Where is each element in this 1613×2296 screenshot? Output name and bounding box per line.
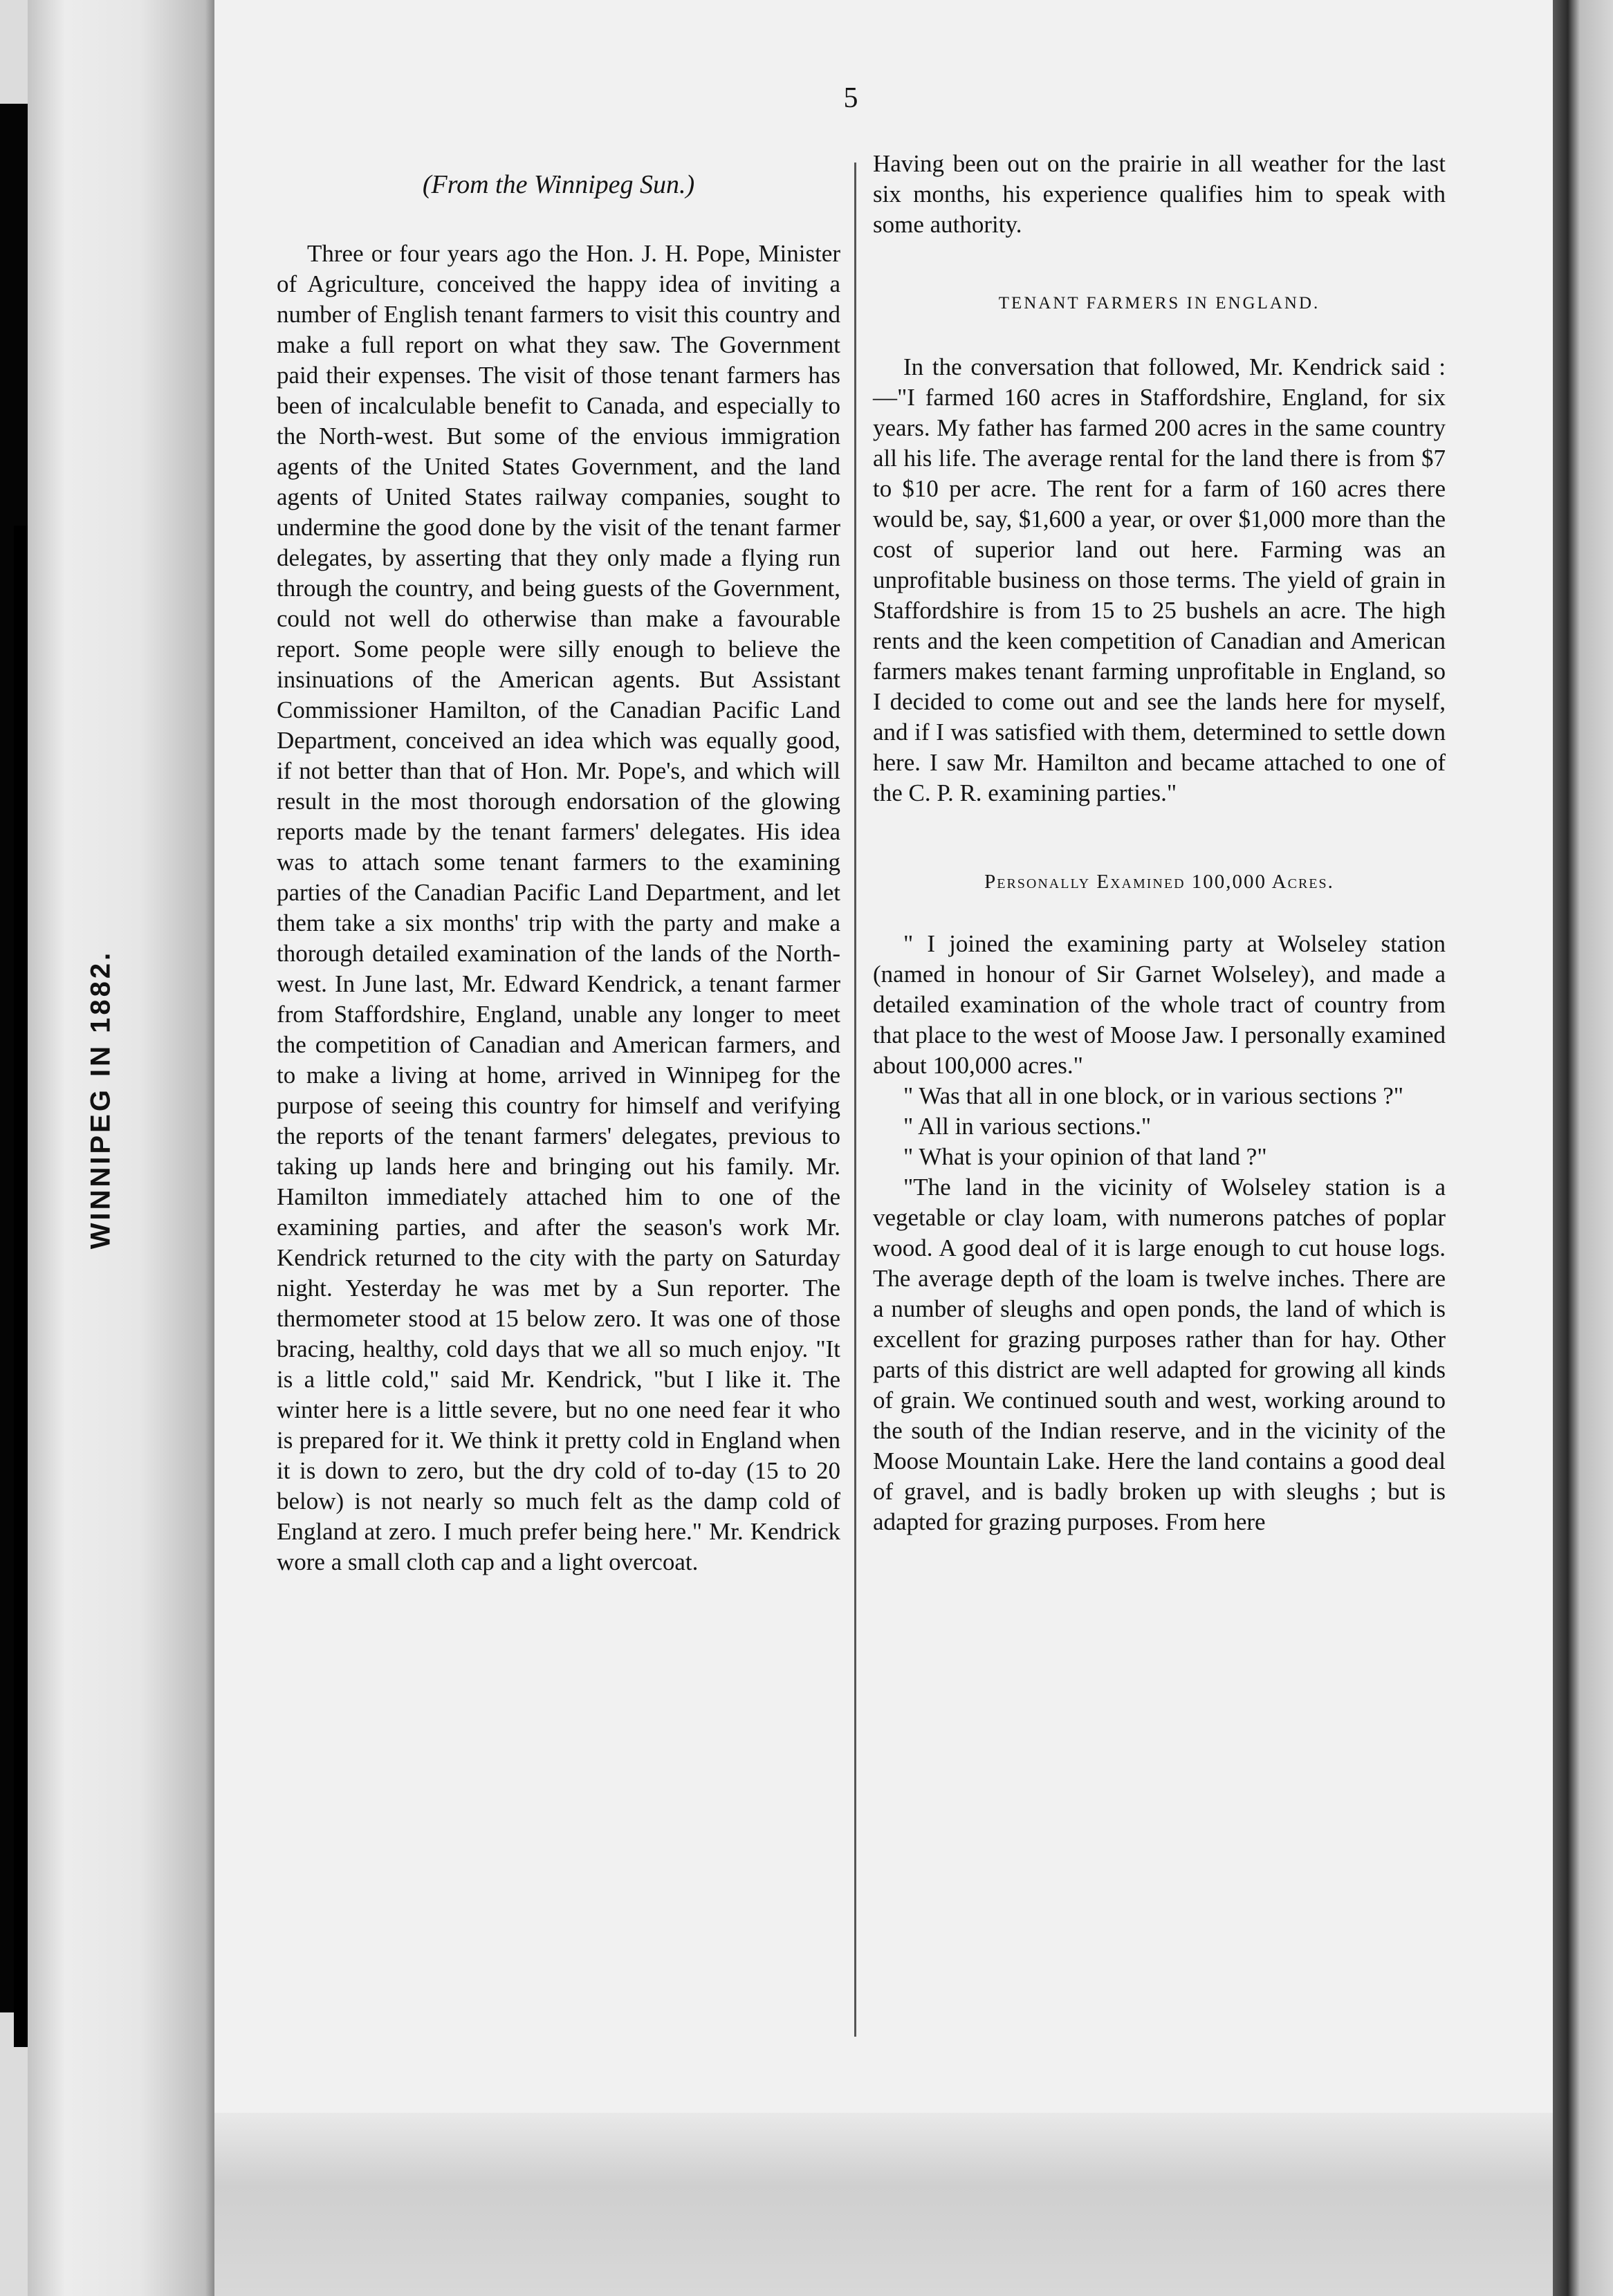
article-paragraph: Three or four years ago the Hon. J. H. Pope, Minister of Agriculture, conceived the happy idea of inviting a number of English tenant farmers to visit this country and make a full report on what they saw. The Government paid their expenses. The visit of those tenant farmers has been of incalculable benefit to Canada, and especially to the North-west. But some of the envious immigration agents of the United States Government, and the land agents of United States railway companies, sought to undermine the good done by the visit of the tenant farmer delegates, by asserting that they only made a flying run through the country, and being guests of the Government, could not well do otherwise than make a favourable report. Some people were silly enough to believe the insinuations of the American agents. But Assistant Commissioner Hamilton, of the Canadian Pacific Land Department, conceived an idea which was equally good, if not better than that of Hon. Mr. Pope's, and which will result in the most thorough endorsation of the glowing reports made by the tenant farmers' delegates. His idea was to attach some tenant farmers to the examining parties of the Canadian Pacific Land Department, and let them take a six months' trip with the party and make a thorough detailed examination of the lands of the North-west. In June last, Mr. Edward Kendrick, a tenant farmer from Staffordshire, England, unable any longer to meet the competition of Canadian and American farmers, and to make a living at home, arrived in Winnipeg for the purpose of seeing this country for himself and verifying the reports of the tenant farmers' delegates, previous to taking up lands here and bringing out his family. Mr. Hamilton immediately attached him to one of the examining parties, and after the season's work Mr. Kendrick returned to the city with the party on Saturday night. Yesterday he was met by a Sun reporter. The thermometer stood at 15 below zero. It was one of those bracing, healthy, cold days that we all so much enjoy. "It is a little cold," said Mr. Kendrick, "but I like it. The winter here is a little severe, but no one need fear it who is prepared for it. We think it pretty cold in England when it is down to zero, but the dry cold of to-day (15 to 20 below) is not nearly so much felt as the damp cold of England at zero. I much prefer being here." Mr. Kendrick wore a small cloth cap and a light overcoat. bbox=[277, 240, 840, 1575]
section-heading: Personally Examined 100,000 Acres. bbox=[984, 871, 1334, 893]
page-number: 5 bbox=[843, 82, 858, 114]
page-right-edge bbox=[1553, 0, 1613, 2296]
spine-label-text: WINNIPEG IN 1882. bbox=[85, 950, 116, 1250]
source-attribution: (From the Winnipeg Sun.) bbox=[422, 170, 695, 199]
section-heading: TENANT FARMERS IN ENGLAND. bbox=[998, 294, 1320, 313]
right-column bbox=[873, 149, 1446, 1537]
article-paragraph: In the conversation that followed, Mr. Kendrick said :—"I farmed 160 acres in Staffordshire, England, for six years. My father has farmed 200 acres in the same country all his life. The average rental for the land there is from $7 to $10 per acre. The rent for a farm of 160 acres there would be, say, $1,600 a year, or over $1,000 more than the cost of superior land out here. Farming was an unprofitable business on those terms. The yield of grain in Staffordshire is from 15 to 25 bushels an acre. The high rents and the keen competition of Canadian and American farmers makes tenant farming unprofitable in England, so I decided to come out and see the lands here for myself, and if I was satisfied with them, determined to settle down here. I saw Mr. Hamilton and became attached to one of the C. P. R. examining parties." bbox=[873, 353, 1446, 806]
article-paragraph: " I joined the examining party at Wolseley station (named in honour of Sir Garnet Wolseley), and made a detailed examination of the whole tract of country from that place to the west of Moose Jaw. I personally examined about 100,000 acres." bbox=[873, 930, 1446, 1079]
page-bottom-edge bbox=[214, 2113, 1553, 2296]
article-paragraph: " All in various sections." bbox=[903, 1113, 1152, 1140]
continuation-paragraph: Having been out on the prairie in all weather for the last six months, his experience qualifies him to speak with some authority. bbox=[873, 150, 1446, 238]
article-paragraph: " Was that all in one block, or in various sections ?" bbox=[903, 1082, 1404, 1109]
book-binding bbox=[28, 0, 214, 2296]
left-column bbox=[277, 156, 840, 1577]
article-paragraph: "The land in the vicinity of Wolseley station is a vegetable or clay loam, with numerons patches of poplar wood. A good deal of it is large enough to cut house logs. The average depth of the loam is twelve inches. There are a number of sleughs and open ponds, the land of which is excellent for grazing purposes rather than for hay. Other parts of this district are well adapted for growing all kinds of grain. We continued south and west, working around to the south of the Indian reserve, and in the vicinity of the Moose Mountain Lake. Here the land contains a good deal of gravel, and is badly broken up with sleughs ; but is adapted for grazing purposes. From here bbox=[873, 1174, 1446, 1535]
spine-label bbox=[87, 920, 115, 1279]
article-paragraph: " What is your opinion of that land ?" bbox=[903, 1143, 1267, 1170]
column-divider bbox=[854, 163, 856, 2037]
